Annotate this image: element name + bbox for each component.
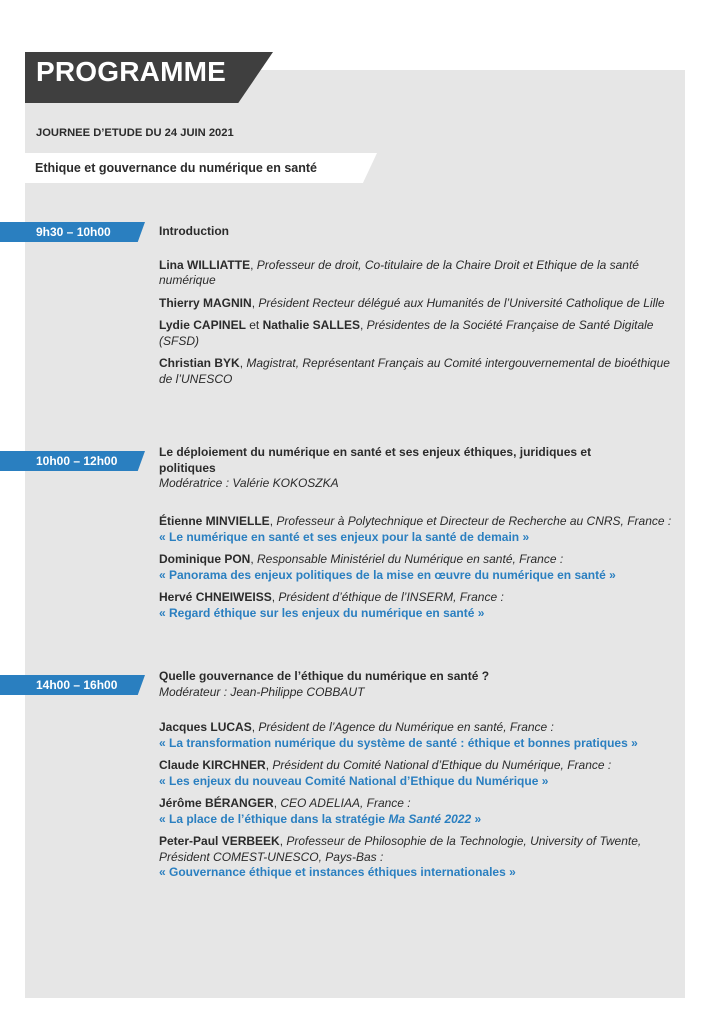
session-introduction	[159, 224, 681, 387]
speaker-name: Nathalie SALLES	[262, 318, 360, 332]
speaker-role: Président de l’Agence du Numérique en santé, France :	[258, 720, 554, 734]
speaker-name: Jacques LUCAS	[159, 720, 252, 734]
speaker-role: Professeur de droit, Co-titulaire de la Chaire Droit et Ethique de la santé numérique	[159, 257, 639, 287]
session-time: 10h00 – 12h00	[36, 454, 118, 468]
session-title: Quelle gouvernance de l’éthique du numérique en santé ?	[159, 669, 490, 683]
speaker-name: Hervé CHNEIWEISS	[159, 590, 272, 604]
speaker-role: CEO ADELIAA, France :	[280, 796, 411, 810]
speaker-name: Dominique PON	[159, 552, 251, 566]
speaker-role: Professeur à Polytechnique et Directeur de Recherche au CNRS, France :	[276, 514, 672, 528]
speaker-entry: Étienne MINVIELLE, Professeur à Polytechnique et Directeur de Recherche au CNRS, France : « Le numérique en santé et ses enjeux pour la santé de demain »	[159, 514, 672, 544]
speaker-role: Professeur de Philosophie de la Technologie, University of Twente, Président COMEST-UNESCO, Pays-Bas :	[159, 834, 642, 864]
event-date: JOURNEE D’ETUDE DU 24 JUIN 2021	[36, 127, 234, 139]
talk-title: « Gouvernance éthique et instances éthiques internationales »	[159, 865, 516, 879]
speaker-entry: Lydie CAPINEL et Nathalie SALLES, Présidentes de la Société Française de Santé Digitale (SFSD)	[159, 318, 654, 348]
session-gouvernance-speakers	[159, 720, 681, 881]
talk-title: « Panorama des enjeux politiques de la mise en œuvre du numérique en santé »	[159, 567, 616, 582]
event-subtitle: Ethique et gouvernance du numérique en santé	[35, 161, 317, 175]
talk-title-italic: Ma Santé 2022	[388, 811, 472, 826]
speaker-name: Christian BYK	[159, 356, 240, 370]
session-time: 9h30 – 10h00	[36, 225, 111, 239]
session-title: Le déploiement du numérique en santé et ses enjeux éthiques, juridiques et politiques	[159, 445, 592, 475]
speaker-name: Jérôme BÉRANGER	[159, 796, 274, 810]
speaker-role: Présidentes de la Société Française de Santé Digitale (SFSD)	[159, 318, 654, 348]
speaker-entry: Lina WILLIATTE, Professeur de droit, Co-titulaire de la Chaire Droit et Ethique de la santé numérique	[159, 257, 639, 287]
speaker-entry: Christian BYK, Magistrat, Représentant Français au Comité intergouvernemental de bioéthique de l’UNESCO	[159, 356, 670, 386]
speaker-entry: Peter-Paul VERBEEK, Professeur de Philosophie de la Technologie, University of Twente, Président COMEST-UNESCO, Pays-Bas : « Gouvernance éthique et instances éthiques internationales »	[159, 834, 642, 879]
speaker-role: Magistrat, Représentant Français au Comité intergouvernemental de bioéthique de l’UNESCO	[159, 356, 670, 386]
talk-title: « Les enjeux du nouveau Comité National d’Ethique du Numérique »	[159, 773, 549, 788]
speaker-entry: Dominique PON, Responsable Ministériel du Numérique en santé, France : « Panorama des enjeux politiques de la mise en œuvre du numérique en santé »	[159, 552, 616, 582]
session-time: 14h00 – 16h00	[36, 678, 118, 692]
talk-title-part: »	[471, 811, 482, 826]
speaker-entry: Thierry MAGNIN, Président Recteur délégué aux Humanités de l’Université Catholique de Lille	[159, 295, 665, 310]
name-joiner: et	[245, 318, 263, 332]
session-moderator: Modérateur : Jean-Philippe COBBAUT	[159, 684, 365, 699]
page-title: PROGRAMME	[36, 56, 227, 87]
session-deploiement-speakers	[159, 514, 681, 621]
speaker-name: Lina WILLIATTE	[159, 257, 251, 272]
session-deploiement	[159, 445, 629, 492]
speaker-name: Claude KIRCHNER	[159, 758, 266, 772]
session-title: Introduction	[159, 224, 229, 238]
speaker-role: Président du Comité National d’Ethique du Numérique, France :	[272, 758, 612, 772]
speaker-role: Président Recteur délégué aux Humanités de l’Université Catholique de Lille	[258, 295, 665, 310]
session-gouvernance	[159, 669, 681, 700]
session-moderator: Modératrice : Valérie KOKOSZKA	[159, 476, 339, 490]
speaker-entry: Jérôme BÉRANGER, CEO ADELIAA, France : « La place de l’éthique dans la stratégie Ma Santé 2022 »	[159, 796, 482, 826]
speaker-role: Responsable Ministériel du Numérique en santé, France :	[257, 552, 564, 566]
talk-title-part: « La place de l’éthique dans la stratégie	[159, 811, 389, 826]
speaker-entry: Jacques LUCAS, Président de l’Agence du Numérique en santé, France : « La transformation numérique du système de santé : éthique et bonnes pratiques »	[159, 720, 638, 750]
speaker-role: Président d’éthique de l’INSERM, France :	[278, 590, 504, 604]
talk-title	[159, 812, 481, 826]
talk-title: « Le numérique en santé et ses enjeux pour la santé de demain »	[159, 529, 530, 544]
speaker-name: Peter-Paul VERBEEK	[159, 834, 280, 848]
speaker-name: Étienne MINVIELLE	[159, 514, 270, 528]
speaker-name: Thierry MAGNIN	[159, 295, 252, 310]
talk-title: « La transformation numérique du système de santé : éthique et bonnes pratiques »	[159, 735, 638, 750]
talk-title: « Regard éthique sur les enjeux du numérique en santé »	[159, 605, 485, 620]
speaker-entry: Claude KIRCHNER, Président du Comité National d’Ethique du Numérique, France : « Les enjeux du nouveau Comité National d’Ethique du Numérique »	[159, 758, 612, 788]
speaker-name: Lydie CAPINEL	[159, 318, 246, 332]
speaker-entry: Hervé CHNEIWEISS, Président d’éthique de l’INSERM, France : « Regard éthique sur les enjeux du numérique en santé »	[159, 590, 504, 620]
